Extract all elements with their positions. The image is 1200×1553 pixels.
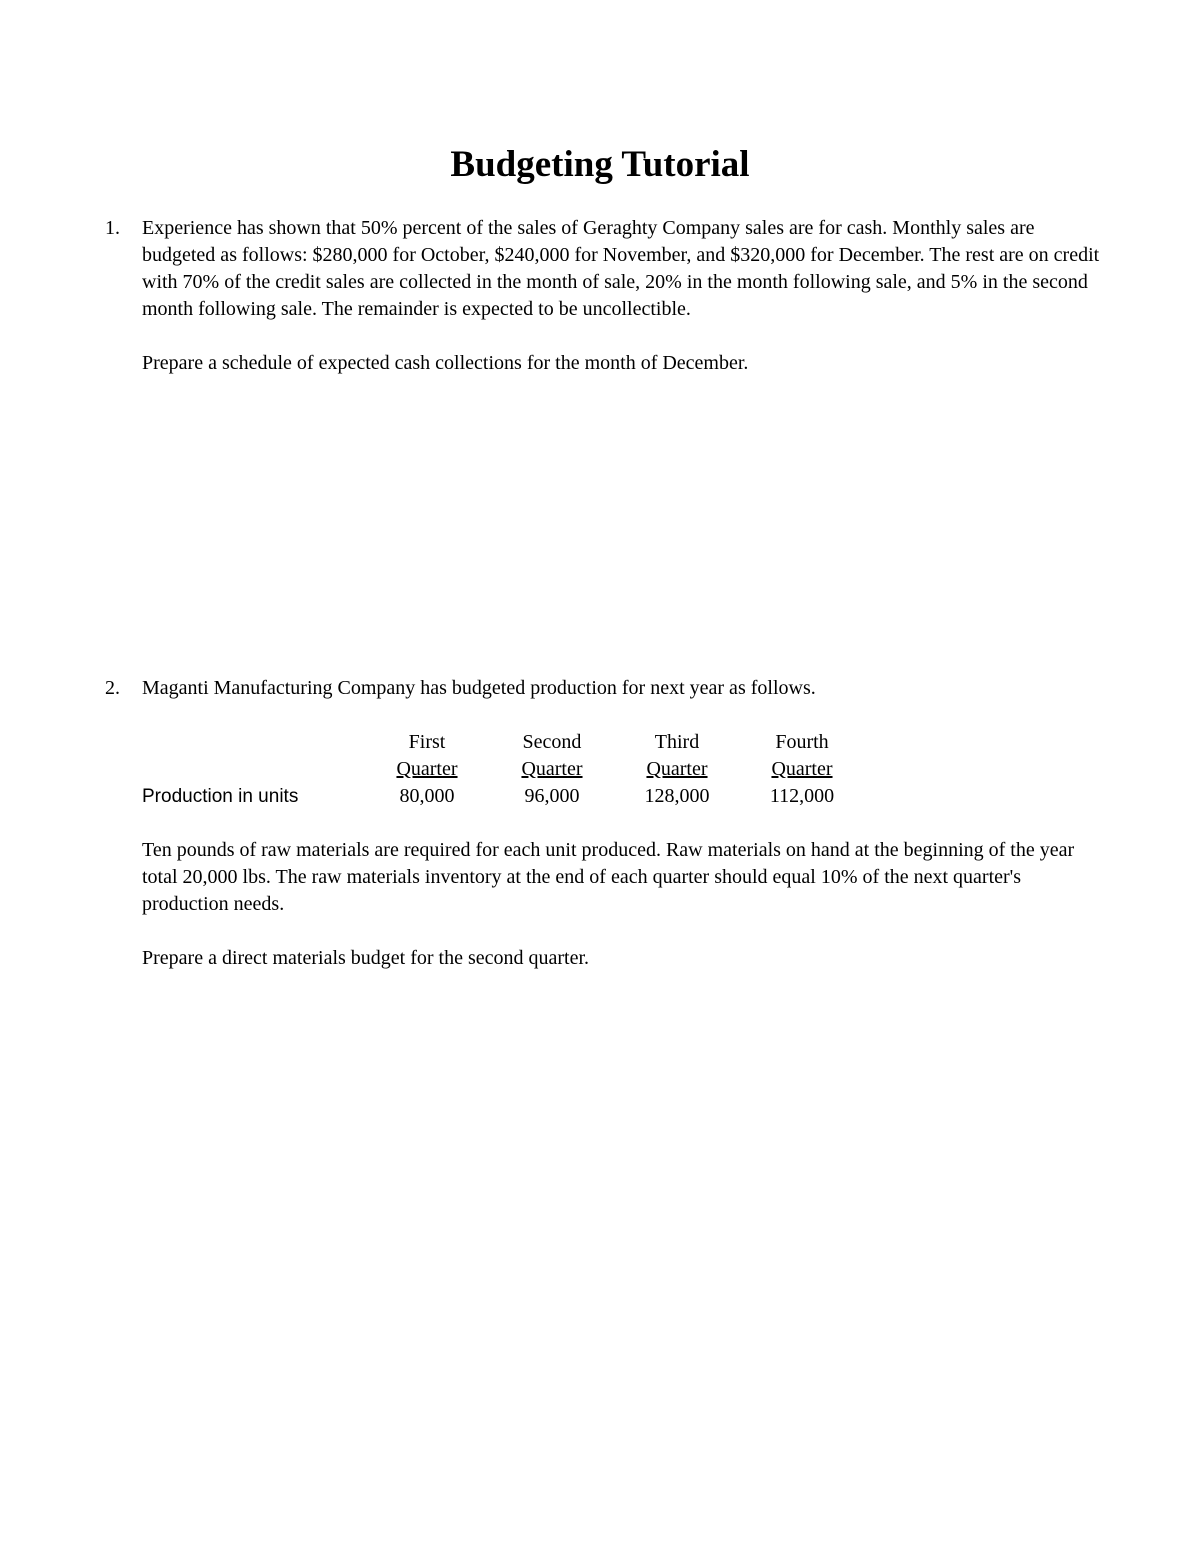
header-cell: Fourth xyxy=(775,731,829,753)
table-cell: 128,000 xyxy=(644,785,710,807)
question-intro: Maganti Manufacturing Company has budgeted production for next year as follows. xyxy=(142,677,816,699)
header-cell: First xyxy=(408,731,446,753)
header-cell: Second xyxy=(522,731,582,753)
table-header-row xyxy=(142,756,902,783)
question-paragraph: Ten pounds of raw materials are required for each unit produced. Raw materials on hand at the beginning of the year total 20,000 lbs. The raw materials inventory at the end of each quarter should equal 10% of the next quarter's production needs. xyxy=(142,839,1075,915)
table-cell: 112,000 xyxy=(769,785,835,807)
question-body xyxy=(142,215,1102,377)
production-table xyxy=(142,729,902,810)
header-cell: Third xyxy=(654,731,700,753)
question-instruction: Prepare a schedule of expected cash collections for the month of December. xyxy=(142,352,749,374)
table-row xyxy=(142,783,902,810)
question-number: 1. xyxy=(105,217,120,239)
header-cell: Quarter xyxy=(646,758,708,780)
document-title: Budgeting Tutorial xyxy=(450,144,750,185)
question-paragraph: Experience has shown that 50% percent of the sales of Geraghty Company sales are for cash. Monthly sales are budgeted as follows: $280,000 for October, $240,000 for November, and $320,000 for December. The rest are on credit with 70% of the credit sales are collected in the month of sale, 20% in the month following sale, and 5% in the second month following sale. The remainder is expected to be uncollectible. xyxy=(142,217,1100,320)
question-body-continued xyxy=(142,837,1102,972)
header-cell: Quarter xyxy=(521,758,583,780)
question-instruction: Prepare a direct materials budget for the second quarter. xyxy=(142,947,590,969)
header-cell: Quarter xyxy=(396,758,458,780)
header-cell: Quarter xyxy=(771,758,833,780)
question-number: 2. xyxy=(105,677,120,699)
table-cell: 80,000 xyxy=(399,785,455,807)
row-label: Production in units xyxy=(142,786,299,807)
question-body xyxy=(142,675,1102,702)
table-cell: 96,000 xyxy=(524,785,580,807)
table-header-row xyxy=(142,729,902,756)
